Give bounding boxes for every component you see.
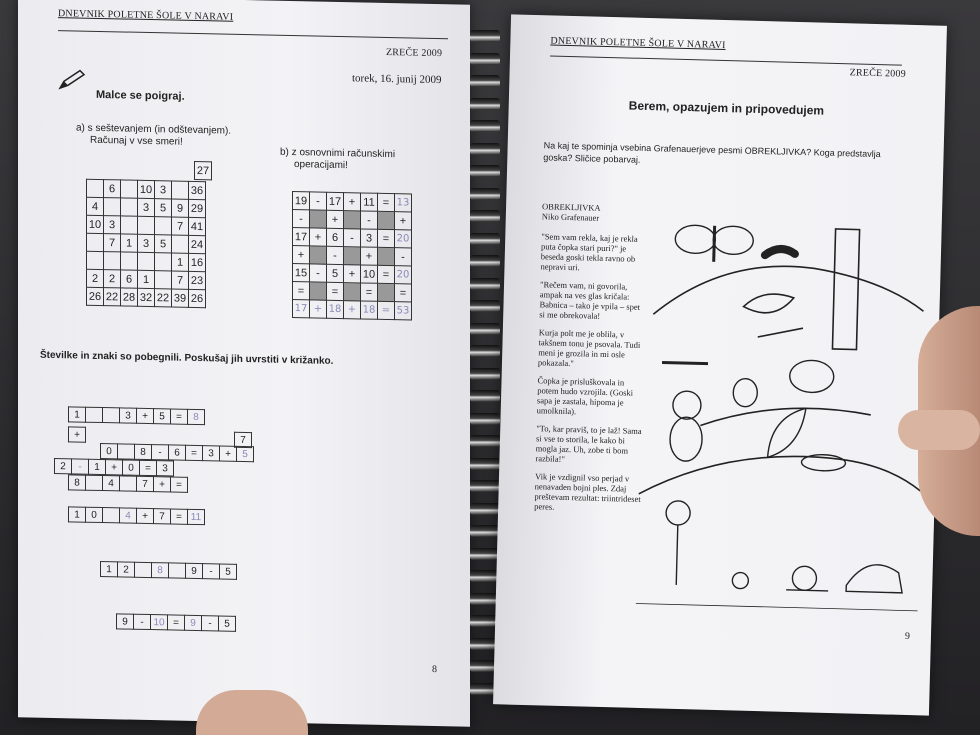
grid-cell[interactable] bbox=[378, 211, 395, 229]
binding-ring bbox=[470, 413, 500, 425]
grid-cell[interactable] bbox=[172, 235, 189, 253]
grid-cell[interactable]: 13 bbox=[395, 194, 412, 212]
crossword-cell[interactable]: 2 bbox=[55, 459, 72, 474]
grid-cell[interactable]: 5 bbox=[155, 235, 172, 253]
crossword-row bbox=[101, 561, 237, 579]
crossword-cell[interactable]: 0 bbox=[123, 460, 140, 475]
task-b-line1: b) z osnovnimi računskimi bbox=[280, 146, 396, 161]
crossword-row bbox=[69, 407, 205, 425]
grid-cell[interactable]: 16 bbox=[189, 253, 206, 271]
crossword-cell[interactable]: - bbox=[72, 459, 89, 474]
crossword-cell[interactable]: 1 bbox=[69, 507, 86, 522]
crossword-cell[interactable]: 5 bbox=[237, 446, 254, 461]
grid-sum-cell[interactable]: 32 bbox=[138, 288, 155, 306]
grid-cell[interactable]: 17 bbox=[293, 228, 310, 246]
left-title: Malce se poigraj. bbox=[96, 88, 185, 103]
poem bbox=[534, 201, 650, 522]
grid-cell[interactable]: = bbox=[395, 284, 412, 302]
crossword-row bbox=[69, 507, 205, 525]
grid-cell[interactable]: = bbox=[361, 283, 378, 301]
grid-sum-cell[interactable]: 39 bbox=[172, 289, 189, 307]
crossword-cell[interactable] bbox=[135, 562, 152, 577]
binding-ring bbox=[470, 458, 500, 470]
grid-cell[interactable]: + bbox=[327, 210, 344, 228]
crossword-cell[interactable]: = bbox=[168, 615, 185, 630]
grid-row bbox=[293, 300, 412, 320]
binding-ring bbox=[470, 120, 500, 132]
grid-cell[interactable]: - bbox=[344, 229, 361, 247]
crossword-cell[interactable]: - bbox=[203, 564, 220, 579]
grid-cell[interactable] bbox=[104, 252, 121, 270]
turtle-icon bbox=[846, 564, 903, 593]
grid-cell[interactable]: 7 bbox=[172, 271, 189, 289]
crossword-cell[interactable]: 9 bbox=[185, 615, 202, 630]
grid-cell[interactable]: + bbox=[395, 212, 412, 230]
grid-cell[interactable]: + bbox=[344, 193, 361, 211]
grid-cell[interactable]: 6 bbox=[121, 270, 138, 288]
grasshopper-icon bbox=[801, 454, 845, 471]
grid-cell[interactable]: 36 bbox=[189, 181, 206, 199]
grid-cell[interactable]: 19 bbox=[293, 192, 310, 210]
grid-cell[interactable]: 1 bbox=[172, 253, 189, 271]
grid-cell[interactable] bbox=[121, 252, 138, 270]
crossword-cell[interactable]: 10 bbox=[151, 615, 168, 630]
grid-cell[interactable]: 20 bbox=[395, 230, 412, 248]
grid-a-sums bbox=[87, 287, 206, 307]
grid-cell[interactable]: = bbox=[378, 193, 395, 211]
caterpillar-icon bbox=[765, 249, 795, 256]
crossword-row bbox=[55, 459, 174, 476]
crossword-row bbox=[117, 614, 236, 631]
grid-cell[interactable] bbox=[87, 233, 104, 251]
pencil-icon bbox=[58, 68, 86, 96]
grid-cell[interactable]: 17 bbox=[327, 192, 344, 210]
grid-cell[interactable]: + bbox=[310, 300, 327, 318]
grid-cell[interactable]: 20 bbox=[395, 266, 412, 284]
crossword-cell[interactable]: 9 bbox=[186, 563, 203, 578]
crossword-cell[interactable]: 7 bbox=[137, 476, 154, 491]
binding-ring bbox=[470, 480, 500, 492]
crossword-cell[interactable]: = bbox=[186, 445, 203, 460]
crossword-cell[interactable]: 7 bbox=[154, 509, 171, 524]
right-header-year: ZREČE 2009 bbox=[849, 67, 906, 80]
crossword-cell[interactable]: 11 bbox=[188, 509, 205, 524]
crossword-row bbox=[69, 475, 188, 492]
grid-cell[interactable]: 24 bbox=[189, 235, 206, 253]
crossword-cell[interactable]: - bbox=[202, 616, 219, 631]
crossword-row-8 bbox=[116, 613, 236, 632]
binding-ring bbox=[470, 143, 500, 155]
snail-icon bbox=[786, 566, 829, 591]
right-header-rule bbox=[550, 55, 902, 65]
binding-ring bbox=[470, 165, 500, 177]
left-header-title: DNEVNIK POLETNE ŠOLE V NARAVI bbox=[58, 8, 234, 23]
crossword-cell[interactable]: 9 bbox=[117, 614, 134, 629]
crossword-cell[interactable]: 3 bbox=[120, 408, 137, 423]
crossword-cell[interactable]: 4 bbox=[120, 508, 137, 523]
grid-sum-cell[interactable]: 22 bbox=[104, 288, 121, 306]
poem-stanza: "Rečem vam, ni govorila, ampak na ves glas kričala: Babnica – tako je vpila – spet si me obrekovala! bbox=[539, 279, 641, 321]
grid-cell[interactable] bbox=[310, 246, 327, 264]
grid-cell[interactable]: = bbox=[327, 282, 344, 300]
crossword-cell[interactable]: 2 bbox=[118, 562, 135, 577]
grid-cell[interactable]: 2 bbox=[87, 269, 104, 287]
binding-ring bbox=[470, 233, 500, 245]
grid-cell[interactable] bbox=[138, 252, 155, 270]
grid-cell[interactable]: 18 bbox=[327, 300, 344, 318]
grid-sum-cell[interactable]: 26 bbox=[189, 289, 206, 307]
crossword-row-1 bbox=[68, 406, 205, 425]
binding-ring bbox=[470, 188, 500, 200]
thumb bbox=[898, 410, 980, 450]
grid-cell[interactable]: = bbox=[293, 282, 310, 300]
grid-cell[interactable]: - bbox=[310, 264, 327, 282]
crossword-cell[interactable] bbox=[103, 408, 120, 423]
left-page bbox=[18, 0, 470, 727]
crossword-cell[interactable]: 5 bbox=[220, 564, 237, 579]
poem-stanza: "Sem vam rekla, kaj je rekla puta čopka stari puri?" je beseda goski tekla ravno ob nepravi uri. bbox=[540, 231, 638, 273]
grid-cell[interactable] bbox=[121, 198, 138, 216]
binding-ring bbox=[470, 525, 500, 537]
crossword-cell[interactable]: 7 bbox=[235, 432, 252, 447]
binding-ring bbox=[470, 30, 500, 42]
crossword-cell[interactable]: 8 bbox=[188, 409, 205, 424]
ant-icon bbox=[732, 572, 748, 588]
grid-cell[interactable] bbox=[87, 179, 104, 197]
crossword-cell[interactable]: - bbox=[152, 445, 169, 460]
grid-cell[interactable]: - bbox=[361, 211, 378, 229]
crossword-cell[interactable]: 0 bbox=[86, 507, 103, 522]
binding-ring bbox=[470, 548, 500, 560]
grid-cell[interactable] bbox=[121, 180, 138, 198]
crossword-cell[interactable]: 5 bbox=[219, 616, 236, 631]
binding-ring bbox=[470, 390, 500, 402]
task-a-line1: a) s seštevanjem (in odštevanjem). bbox=[76, 122, 232, 137]
crossword-cell[interactable]: = bbox=[171, 477, 188, 492]
crossword-cell[interactable] bbox=[169, 563, 186, 578]
crossword-cell[interactable]: = bbox=[140, 460, 157, 475]
grid-cell[interactable] bbox=[344, 247, 361, 265]
grid-cell[interactable] bbox=[378, 283, 395, 301]
crossword-plus-cell bbox=[68, 426, 86, 442]
grid-cell[interactable] bbox=[344, 211, 361, 229]
grid-cell[interactable]: 7 bbox=[104, 234, 121, 252]
crossword-cell[interactable]: 8 bbox=[69, 475, 86, 490]
binding-ring bbox=[470, 345, 500, 357]
grid-cell[interactable]: 5 bbox=[327, 264, 344, 282]
grid-cell[interactable]: 6 bbox=[104, 180, 121, 198]
flower-icon bbox=[664, 501, 690, 586]
poem-title: OBREKLJIVKA bbox=[541, 201, 601, 213]
grid-sum-cell[interactable]: 28 bbox=[121, 288, 138, 306]
task-a-line2: Računaj v vse smeri! bbox=[90, 134, 183, 148]
grid-cell[interactable]: 3 bbox=[155, 181, 172, 199]
binding-ring bbox=[470, 323, 500, 335]
left-page-number: 8 bbox=[432, 663, 437, 676]
grid-cell[interactable]: 3 bbox=[104, 216, 121, 234]
grid-b bbox=[292, 191, 412, 321]
grid-a bbox=[86, 179, 206, 309]
poem-stanza: "To, kar praviš, to je laž! Sama si vse to storila, le kako bi mogla jaz. Uh, zobe ti bom razbila!" bbox=[535, 423, 642, 464]
crossword-cell[interactable]: + bbox=[106, 460, 123, 475]
right-header-title: DNEVNIK POLETNE ŠOLE V NARAVI bbox=[550, 35, 726, 52]
crossword-cell[interactable]: 1 bbox=[69, 407, 86, 422]
crossword-cell[interactable]: 1 bbox=[89, 459, 106, 474]
crossword-cell[interactable]: = bbox=[171, 409, 188, 424]
grid-cell[interactable] bbox=[344, 283, 361, 301]
crossword-cell[interactable]: 8 bbox=[152, 563, 169, 578]
grid-cell[interactable]: + bbox=[344, 265, 361, 283]
parrot-icon bbox=[733, 378, 758, 407]
grid-cell[interactable]: 10 bbox=[87, 215, 104, 233]
grid-cell[interactable]: - bbox=[293, 210, 310, 228]
grid-cell[interactable]: + bbox=[344, 301, 361, 319]
right-page-number: 9 bbox=[904, 630, 911, 643]
butterfly-icon bbox=[675, 225, 754, 263]
crossword-cell[interactable] bbox=[118, 444, 135, 459]
poem-author: Niko Grafenauer bbox=[541, 211, 600, 223]
grid-cell[interactable]: = bbox=[378, 301, 395, 319]
grid-a-top bbox=[194, 161, 212, 180]
binding-ring bbox=[470, 435, 500, 447]
grid-cell[interactable]: 9 bbox=[172, 199, 189, 217]
grid-cell[interactable]: 4 bbox=[87, 197, 104, 215]
crossword-cell[interactable]: - bbox=[134, 614, 151, 629]
crossword-cell[interactable] bbox=[86, 407, 103, 422]
grid-cell[interactable]: 41 bbox=[189, 217, 206, 235]
binding-ring bbox=[470, 75, 500, 87]
poem-stanza: Kurja polt me je oblila, v takšnem tonu je psovala. Tudi meni je grozila in mi osle pokazala." bbox=[537, 327, 641, 369]
grid-cell[interactable] bbox=[155, 253, 172, 271]
right-intro: Na kaj te spominja vsebina Grafenauerjeve pesmi OBREKLJIVKA? Koga predstavlja goska? Sličice pobarvaj. bbox=[543, 140, 881, 165]
left-hand bbox=[196, 690, 308, 735]
grid-cell[interactable]: 2 bbox=[104, 270, 121, 288]
grid-cell[interactable]: 10 bbox=[361, 265, 378, 283]
poem-stanza: Vik je vzdignil vso perjad v nenavaden bojni ples. Zdaj preštevam rezultat: triintrideset peres. bbox=[534, 471, 641, 512]
grid-cell[interactable] bbox=[87, 251, 104, 269]
grid-cell[interactable]: 10 bbox=[138, 180, 155, 198]
leaf-icon bbox=[768, 407, 806, 458]
binding-ring bbox=[470, 278, 500, 290]
crossword-row-7 bbox=[100, 561, 237, 580]
grid-cell[interactable]: 17 bbox=[293, 300, 310, 318]
monkey-icon bbox=[659, 362, 708, 461]
task-b-line2: operacijami! bbox=[294, 159, 348, 172]
beaver-icon bbox=[789, 360, 834, 393]
grid-cell[interactable]: 1 bbox=[121, 234, 138, 252]
grid-cell[interactable]: 3 bbox=[361, 229, 378, 247]
grid-cell[interactable]: 5 bbox=[155, 199, 172, 217]
grid-cell[interactable] bbox=[138, 216, 155, 234]
crossword-cell[interactable] bbox=[103, 508, 120, 523]
crossword-row-5 bbox=[68, 474, 188, 493]
crossword-cell[interactable]: 4 bbox=[103, 476, 120, 491]
grid-cell[interactable]: + bbox=[361, 247, 378, 265]
grid-cell[interactable] bbox=[310, 282, 327, 300]
grid-cell[interactable]: + bbox=[293, 246, 310, 264]
binding-ring bbox=[470, 255, 500, 267]
crossword-cell[interactable]: 5 bbox=[154, 409, 171, 424]
crossword-cell[interactable]: 0 bbox=[101, 443, 118, 458]
left-header-rule bbox=[58, 30, 448, 39]
left-date: torek, 16. junij 2009 bbox=[352, 72, 442, 87]
grid-sum-cell[interactable]: 26 bbox=[87, 287, 104, 305]
crossword-cell[interactable]: 8 bbox=[135, 444, 152, 459]
crossword-cell[interactable]: + bbox=[220, 446, 237, 461]
grid-cell[interactable] bbox=[155, 217, 172, 235]
crossword-cell[interactable] bbox=[86, 475, 103, 490]
left-header-year: ZREČE 2009 bbox=[386, 46, 443, 60]
grid-cell[interactable]: 23 bbox=[189, 271, 206, 289]
grid-a-top-cell[interactable]: 27 bbox=[195, 161, 212, 179]
grid-cell[interactable]: 7 bbox=[172, 217, 189, 235]
binding-ring bbox=[470, 98, 500, 110]
coloring-illustration bbox=[636, 194, 929, 611]
crossword bbox=[54, 406, 304, 641]
grid-cell[interactable] bbox=[121, 216, 138, 234]
grid-cell[interactable] bbox=[310, 210, 327, 228]
crossword-cell[interactable]: + bbox=[69, 427, 86, 442]
grid-sum-cell[interactable]: 22 bbox=[155, 289, 172, 307]
grid-cell[interactable] bbox=[155, 271, 172, 289]
crossword-cell[interactable]: 3 bbox=[157, 461, 174, 476]
crossword-cell[interactable] bbox=[120, 476, 137, 491]
binding-ring bbox=[470, 300, 500, 312]
grid-cell[interactable]: = bbox=[378, 265, 395, 283]
grid-cell[interactable]: 53 bbox=[395, 302, 412, 320]
grid-cell[interactable]: 1 bbox=[138, 270, 155, 288]
crossword-cell[interactable]: 1 bbox=[101, 561, 118, 576]
right-title: Berem, opazujem in pripovedujem bbox=[628, 98, 825, 118]
grid-cell[interactable]: 3 bbox=[138, 198, 155, 216]
binding-ring bbox=[470, 210, 500, 222]
grid-cell[interactable]: - bbox=[395, 248, 412, 266]
crossword-cell[interactable]: + bbox=[154, 477, 171, 492]
grid-cell[interactable] bbox=[104, 198, 121, 216]
crossword-cell[interactable]: = bbox=[171, 509, 188, 524]
grid-cell[interactable]: = bbox=[378, 229, 395, 247]
crossword-cell[interactable]: 6 bbox=[169, 445, 186, 460]
grid-cell[interactable]: 18 bbox=[361, 301, 378, 319]
crossword-cell[interactable]: + bbox=[137, 408, 154, 423]
grid-cell[interactable]: + bbox=[310, 228, 327, 246]
grid-cell[interactable]: - bbox=[327, 246, 344, 264]
right-page bbox=[493, 14, 947, 715]
crossword-row-6 bbox=[68, 506, 205, 525]
grid-cell[interactable]: 6 bbox=[327, 228, 344, 246]
grid-cell[interactable]: - bbox=[310, 192, 327, 210]
grid-cell[interactable]: 15 bbox=[293, 264, 310, 282]
crossword-cell[interactable]: 3 bbox=[203, 446, 220, 461]
binding-ring bbox=[470, 368, 500, 380]
grid-cell[interactable] bbox=[172, 181, 189, 199]
crossword-title: Številke in znaki so pobegnili. Poskušaj jih uvrstiti v križanko. bbox=[40, 349, 334, 367]
grid-cell[interactable]: 11 bbox=[361, 193, 378, 211]
crossword-cell[interactable]: + bbox=[137, 508, 154, 523]
grid-cell[interactable] bbox=[378, 247, 395, 265]
binding-ring bbox=[470, 53, 500, 65]
grid-cell[interactable]: 3 bbox=[138, 234, 155, 252]
grid-cell[interactable]: 29 bbox=[189, 199, 206, 217]
binding-ring bbox=[470, 503, 500, 515]
poem-stanza: Čopka je prisluškovala in potem hudo vzrojila. (Goski sapa je zastala, hipoma je umolknila). bbox=[536, 375, 634, 417]
